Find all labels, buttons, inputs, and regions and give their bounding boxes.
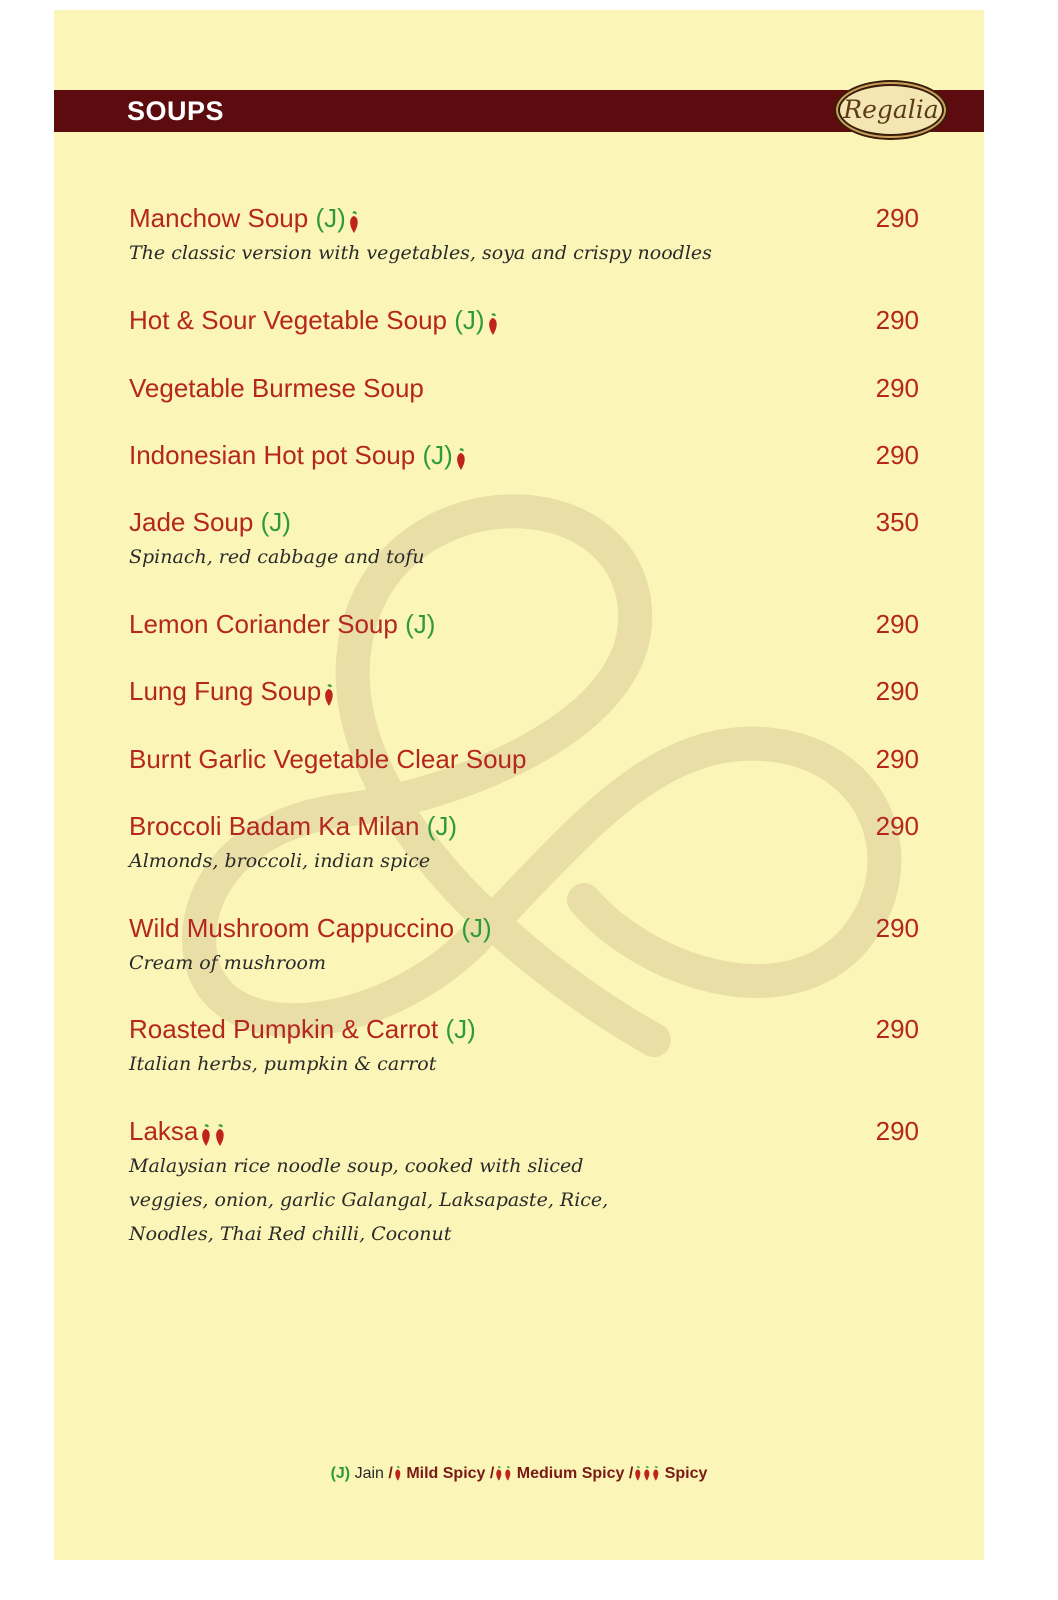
menu-item-description: Italian herbs, pumpkin & carrot (129, 1053, 437, 1075)
menu-page (54, 10, 984, 1560)
menu-item-price: 290 (875, 203, 919, 233)
menu-item (129, 673, 919, 709)
menu-item-name: Lemon Coriander Soup (129, 609, 398, 639)
menu-item-row (129, 910, 919, 946)
menu-item-row (129, 606, 919, 642)
menu-item-row (129, 437, 919, 473)
menu-item-name: Wild Mushroom Cappuccino (129, 913, 455, 943)
menu-item-name: Manchow Soup (129, 203, 309, 233)
menu-item-description: Malaysian rice noodle soup, cooked with sliced (129, 1155, 584, 1177)
chili-icon (199, 1121, 212, 1145)
menu-item (129, 302, 919, 338)
menu-item-row (129, 673, 919, 709)
menu-item (129, 370, 919, 406)
regalia-logo (832, 78, 950, 142)
menu-item-title (129, 910, 492, 946)
menu-item-name: Indonesian Hot pot Soup (129, 440, 416, 470)
menu-item (129, 200, 919, 270)
legend-jain-mark: (J) (330, 1465, 351, 1482)
jain-mark: (J) (405, 609, 436, 639)
chili-icon (503, 1466, 512, 1482)
menu-item-row (129, 370, 919, 406)
chili-icon (454, 445, 467, 469)
menu-item-price: 290 (875, 1014, 919, 1044)
chili-icon (486, 310, 499, 334)
jain-mark: (J) (315, 203, 346, 233)
menu-item-price: 290 (875, 676, 919, 706)
menu-item-name: Laksa (129, 1116, 199, 1146)
menu-item-price: 290 (875, 440, 919, 470)
legend-mild-label: Mild Spicy (406, 1465, 486, 1482)
menu-item-title (129, 808, 457, 844)
menu-item-row (129, 808, 919, 844)
menu-item-title (129, 1011, 476, 1047)
jain-mark: (J) (422, 440, 453, 470)
menu-item (129, 606, 919, 642)
menu-item-description: Almonds, broccoli, indian spice (129, 850, 431, 872)
menu-item-title (129, 606, 435, 642)
menu-item-price: 290 (875, 373, 919, 403)
menu-item-title (129, 302, 499, 338)
menu-item-title (129, 370, 424, 406)
menu-item-title (129, 504, 291, 540)
menu-item-row (129, 504, 919, 540)
menu-item-description: Spinach, red cabbage and tofu (129, 546, 425, 568)
legend-spicy-label: Spicy (664, 1465, 708, 1482)
menu-item-price: 290 (875, 744, 919, 774)
menu-item-price: 350 (875, 507, 919, 537)
menu-item-name: Lung Fung Soup (129, 676, 322, 706)
menu-item-title (129, 200, 360, 236)
chili-icon (393, 1466, 402, 1482)
logo-text: Regalia (843, 95, 939, 124)
legend: (J) Jain / Mild Spicy / Medium Spicy / Spicy (330, 1465, 708, 1482)
jain-mark: (J) (461, 913, 492, 943)
menu-item-description: Noodles, Thai Red chilli, Coconut (129, 1223, 452, 1245)
menu-item-row (129, 1113, 919, 1149)
menu-item-row (129, 1011, 919, 1047)
menu-item-title (129, 1113, 226, 1149)
menu-item (129, 504, 919, 574)
menu-item-title (129, 741, 526, 777)
menu-item-row (129, 741, 919, 777)
menu-item (129, 741, 919, 777)
jain-mark: (J) (445, 1014, 476, 1044)
menu-item-name: Hot & Sour Vegetable Soup (129, 305, 448, 335)
legend-medium-label: Medium Spicy (516, 1465, 625, 1482)
menu-item-description: Cream of mushroom (129, 952, 326, 974)
menu-item-description: veggies, onion, garlic Galangal, Laksapaste, Rice, (129, 1189, 609, 1211)
menu-item-title (129, 673, 335, 709)
menu-item-row (129, 200, 919, 236)
menu-item-price: 290 (875, 305, 919, 335)
menu-item (129, 437, 919, 473)
chili-icon (494, 1466, 503, 1482)
menu-item-name: Jade Soup (129, 507, 254, 537)
jain-mark: (J) (454, 305, 485, 335)
menu-item-price: 290 (875, 913, 919, 943)
jain-mark: (J) (426, 811, 458, 841)
jain-mark: (J) (260, 507, 291, 537)
section-title: SOUPS (127, 96, 225, 126)
chili-icon (347, 208, 360, 232)
menu-item-title (129, 437, 467, 473)
menu-item-row (129, 302, 919, 338)
chili-icon (651, 1466, 660, 1482)
menu-item-name: Roasted Pumpkin & Carrot (129, 1014, 439, 1044)
menu-item-description: The classic version with vegetables, soya and crispy noodles (129, 242, 712, 264)
chili-icon (213, 1121, 226, 1145)
chili-icon (642, 1466, 651, 1482)
menu-item-name: Burnt Garlic Vegetable Clear Soup (129, 744, 527, 774)
chili-icon (633, 1466, 642, 1482)
menu-item-name: Vegetable Burmese Soup (129, 373, 424, 403)
menu-item (129, 910, 919, 980)
menu-item-price: 290 (875, 609, 919, 639)
menu-item (129, 808, 919, 878)
menu-item-name: Broccoli Badam Ka Milan (129, 811, 420, 841)
legend-jain-label: Jain (354, 1465, 384, 1482)
menu-item (129, 1011, 919, 1081)
chili-icon (322, 681, 335, 705)
menu-item-price: 290 (875, 811, 919, 841)
menu-item-price: 290 (875, 1116, 919, 1146)
menu-item (129, 1113, 919, 1251)
